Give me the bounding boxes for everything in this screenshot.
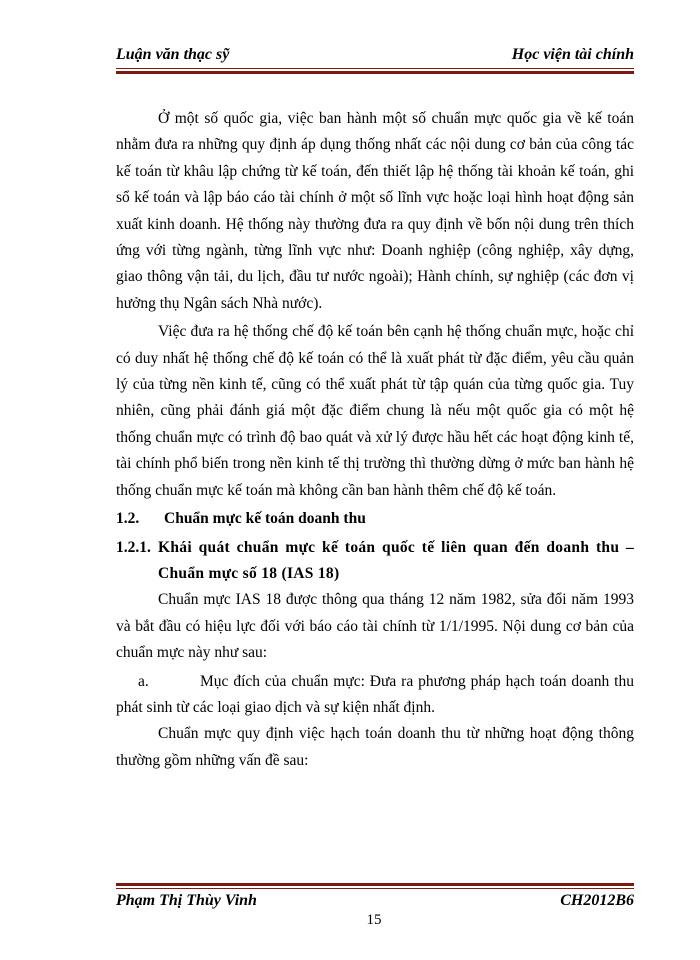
page-header	[116, 46, 634, 66]
footer-class-code: CH2012B6	[560, 892, 634, 909]
footer-rule-thick	[116, 883, 634, 886]
header-thesis-label: Luận văn thạc sỹ	[116, 46, 230, 63]
paragraph-revenue-rules: Chuẩn mực quy định việc hạch toán doanh thu từ những hoạt động thông thường gồm những vấn đề sau:	[116, 725, 634, 769]
header-rule-thin	[116, 68, 634, 69]
page-number: 15	[366, 912, 382, 928]
subsection-title: Khái quát chuẩn mực kế toán quốc tế liên quan đến doanh thu – Chuẩn mực số 18 (IAS 18)	[158, 538, 634, 582]
section-title: Chuẩn mực kế toán doanh thu	[164, 510, 366, 528]
subsection-number: 1.2.1.	[116, 538, 151, 556]
list-item-a-text: Mục đích của chuẩn mực: Đưa ra phương pháp hạch toán doanh thu phát sinh từ các loại giao dịch và sự kiện nhất định.	[116, 672, 634, 716]
footer-rule-thin	[116, 888, 634, 889]
page-footer	[116, 892, 634, 912]
page-body	[116, 106, 634, 774]
list-item-a	[116, 669, 634, 722]
header-rule-thick	[116, 71, 634, 74]
paragraph-ias18-intro: Chuẩn mực IAS 18 được thông qua tháng 12 năm 1982, sửa đổi năm 1993 và bắt đầu có hiệu lực đối với báo cáo tài chính từ 1/1/1995. Nội dung cơ bản của chuẩn mực này như sau:	[116, 591, 634, 662]
list-item-a-marker: a.	[138, 672, 149, 690]
paragraph-accounting-regime: Việc đưa ra hệ thống chế độ kế toán bên cạnh hệ thống chuẩn mực, hoặc chỉ có duy nhất hệ thống chế độ kế toán có thể là xuất phát từ đặc điểm, yêu cầu quản lý của từng nền kinh tế, cũng có thể xuất phát từ tập quán của từng quốc gia. Tuy nhiên, cũng phải đánh giá một đặc điểm chung là nếu một quốc gia có một hệ thống chuẩn mực có trình độ bao quát và xử lý được hầu hết các hoạt động kinh tế, tài chính phổ biến trong nền kinh tế thị trường thì thường dừng ở mức ban hành hệ thống chuẩn mực kế toán mà không cần ban hành thêm chế độ kế toán.	[116, 323, 634, 499]
section-heading	[116, 506, 634, 532]
section-number: 1.2.	[116, 510, 140, 528]
footer-author: Phạm Thị Thùy Vinh	[116, 892, 257, 909]
subsection-heading	[116, 535, 634, 588]
paragraph-standards-countries: Ở một số quốc gia, việc ban hành một số chuẩn mực quốc gia về kế toán nhằm đưa ra những quy định áp dụng thống nhất các nội dung cơ bản của công tác kế toán từ khâu lập chứng từ kế toán, đến thiết lập hệ thống tài khoản kế toán, ghi sổ kế toán và lập báo cáo tài chính ở một số lĩnh vực hoặc loại hình hoạt động sản xuất kinh doanh. Hệ thống này thường đưa ra quy định về bốn nội dung trên thích ứng với từng ngành, từng lĩnh vực như: Doanh nghiệp (công nghiệp, xây dựng, giao thông vận tải, du lịch, đầu tư nước ngoài); Hành chính, sự nghiệp (các đơn vị hưởng thụ Ngân sách Nhà nước).	[116, 110, 634, 312]
header-institution-label: Học viện tài chính	[511, 46, 634, 63]
